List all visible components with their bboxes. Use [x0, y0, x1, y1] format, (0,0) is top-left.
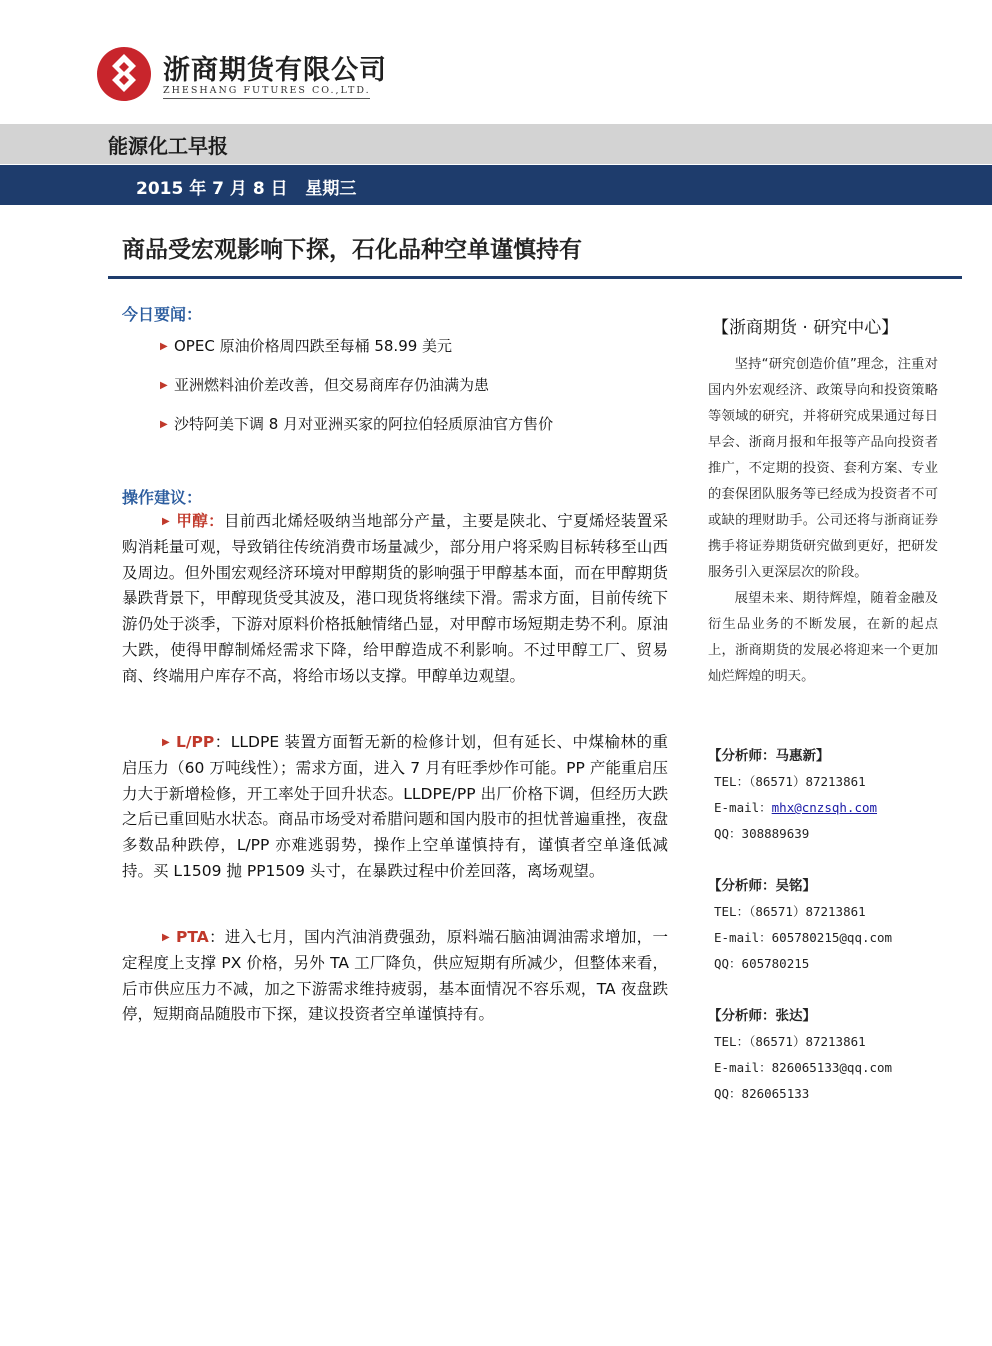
news-item-text: OPEC 原油价格周四跌至每桶 58.99 美元	[174, 337, 453, 355]
zheshang-logo-icon	[96, 46, 152, 102]
triangle-bullet-icon: ▶	[162, 516, 170, 527]
analyst-tel: TEL：（86571）87213861	[714, 1034, 866, 1049]
analyst-qq: QQ：826065133	[714, 1086, 810, 1101]
methanol-text: 目前西北烯烃吸纳当地部分产量，主要是陕北、宁夏烯烃装置采购消耗量可观，导致销往传统消费市场量减少，部分用户将采购目标转移至山西及周边。但外围宏观经济环境对甲醇期货的影响强于甲醇基本面，而在甲醇期货暴跌背景下，甲醇现货受其波及，港口现货将继续下滑。需求方面，目前传统下游仍处于淡季，下游对原料价格抵触情绪凸显，对甲醇市场短期走势不利。原油大跌，使得甲醇制烯烃需求下降，给甲醇造成不利影响。不过甲醇工厂、贸易商、终端用户库存不高，将给市场以支撑。甲醇单边观望。	[122, 512, 668, 685]
headline: 商品受宏观影响下探，石化品种空单谨慎持有	[122, 237, 582, 263]
analyst-qq: QQ：605780215	[714, 956, 810, 971]
research-paragraph: 坚持“研究创造价值”理念，注重对国内外宏观经济、政策导向和投资策略等领域的研究，并将研究成果通过每日早会、浙商月报和年报等产品向投资者推广，不定期的投资、套利方案、专业的套保团队服务等已经成为投资者不可或缺的理财助手。公司还将与浙商证券携手将证券期货研究做到更好，把研发服务引入更深层次的阶段。	[708, 357, 938, 580]
lpp-label: L/PP	[176, 733, 215, 751]
news-item	[160, 374, 489, 395]
lpp-text: ：LLDPE 装置方面暂无新的检修计划，但有延长、中煤榆林的重启压力（60 万吨线性）；需求方面，进入 7 月有旺季炒作可能。PP 产能重启压力大于新增检修，开工率处于回升状态。LLDPE/PP 出厂价格下调，但经历大跌之后已重回贴水状态。商品市场受对希腊问题和国内股市的担忧普遍重挫，夜盘多数品种跌停，L/PP 亦难逃弱势，操作上空单谨慎持有，谨慎者空单逢低减持。买 L1509 抛 PP1509 头寸，在暴跌过程中价差回落，离场观望。	[122, 733, 668, 880]
news-item	[160, 413, 553, 434]
lpp-paragraph	[122, 730, 668, 885]
triangle-bullet-icon: ▶	[160, 341, 168, 352]
email-label: E-mail：	[714, 1060, 772, 1075]
news-item-text: 亚洲燃料油价差改善，但交易商库存仍油满为患	[174, 376, 490, 394]
analyst-name: 【分析师：马惠新】	[708, 748, 830, 764]
analyst-email-row	[714, 798, 877, 816]
analyst-email-link[interactable]: mhx@cnzsqh.com	[771, 800, 878, 815]
methanol-label: 甲醇：	[176, 512, 224, 530]
company-name-cn: 浙商期货有限公司	[163, 55, 387, 86]
analyst-tel: TEL：（86571）87213861	[714, 774, 866, 789]
email-label: E-mail：	[714, 800, 772, 815]
analyst-qq: QQ：308889639	[714, 826, 810, 841]
report-date: 2015 年 7 月 8 日 星期三	[136, 179, 357, 199]
pta-label: PTA	[176, 928, 209, 946]
triangle-bullet-icon: ▶	[160, 419, 168, 430]
analyst-email-row	[714, 928, 892, 946]
triangle-bullet-icon: ▶	[162, 737, 170, 748]
analyst-tel: TEL：（86571）87213861	[714, 904, 866, 919]
news-section-title: 今日要闻：	[122, 305, 203, 324]
headline-divider	[108, 276, 962, 279]
news-item-text: 沙特阿美下调 8 月对亚洲买家的阿拉伯轻质原油官方售价	[174, 415, 554, 433]
triangle-bullet-icon: ▶	[162, 932, 170, 943]
company-name-en: ZHESHANG FUTURES CO.,LTD.	[163, 85, 371, 96]
operations-section-title: 操作建议：	[122, 488, 203, 507]
analyst-email-row	[714, 1058, 892, 1076]
research-paragraph: 展望未来、期待辉煌，随着金融及衍生品业务的不断发展，在新的起点上，浙商期货的发展必将迎来一个更加灿烂辉煌的明天。	[708, 591, 938, 684]
report-type: 能源化工早报	[108, 134, 228, 158]
methanol-paragraph	[122, 509, 668, 690]
news-item	[160, 335, 452, 356]
analyst-name: 【分析师：吴铭】	[708, 878, 816, 894]
pta-paragraph	[122, 925, 668, 1028]
research-center-title: 【浙商期货 · 研究中心】	[712, 318, 899, 338]
analyst-email: 826065133@qq.com	[771, 1060, 893, 1075]
analyst-name: 【分析师：张达】	[708, 1008, 816, 1024]
logo-underline	[163, 98, 370, 99]
pta-text: ：进入七月，国内汽油消费强劲，原料端石脑油调油需求增加，一定程度上支撑 PX 价格，另外 TA 工厂降负，供应短期有所减少，但整体来看，后市供应压力不减，加之下游需求维持疲弱，基本面情况不容乐观，TA 夜盘跌停，短期商品随股市下探，建议投资者空单谨慎持有。	[122, 928, 668, 1024]
triangle-bullet-icon: ▶	[160, 380, 168, 391]
email-label: E-mail：	[714, 930, 772, 945]
research-center-description	[708, 352, 938, 690]
analyst-email: 605780215@qq.com	[771, 930, 893, 945]
